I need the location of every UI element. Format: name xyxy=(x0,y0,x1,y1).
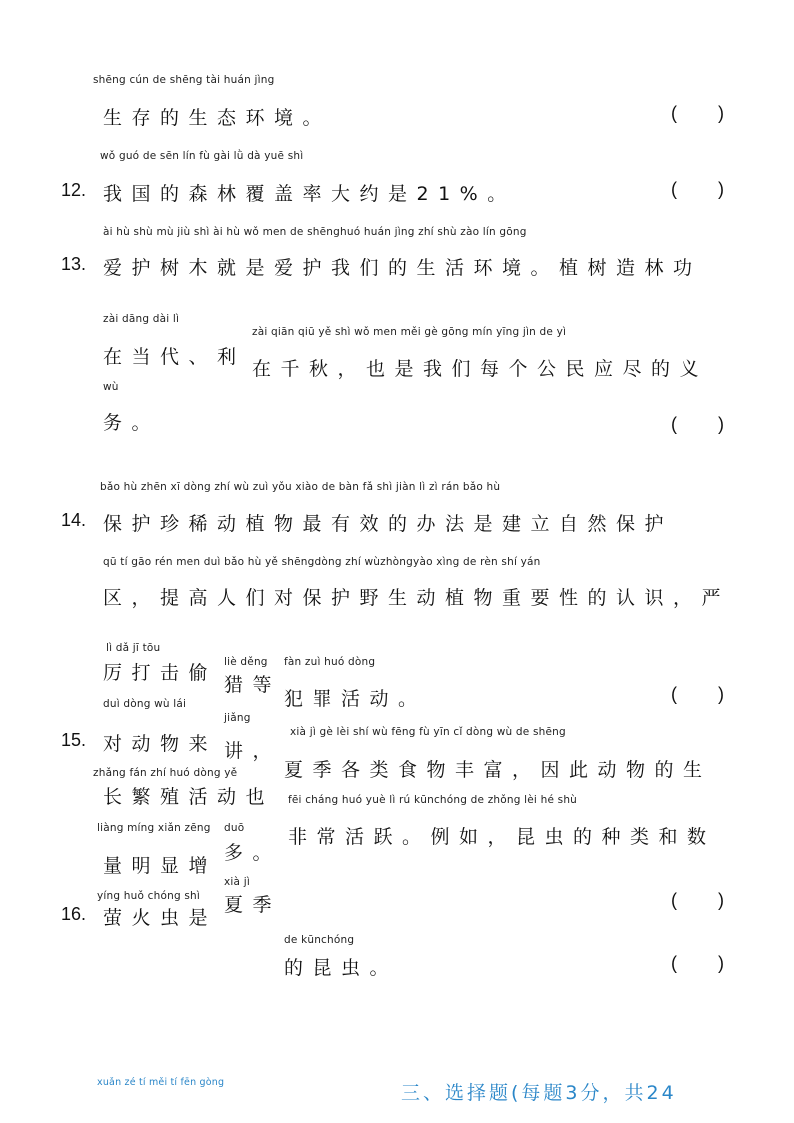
q13-text-line2a: 在当代、利 xyxy=(103,346,246,368)
q14-pinyin-line3a: lì dǎ jī tōu xyxy=(106,642,161,654)
q15-pinyin-line2b: fēi cháng huó yuè lì rú kūnchóng de zhǒng lèi hé shù xyxy=(288,794,578,806)
q15-pinyin-line1b: jiǎng xyxy=(224,712,251,724)
q13-pinyin-line3: wù xyxy=(103,381,119,393)
q15-pinyin-line1a: duì dòng wù lái xyxy=(103,698,187,710)
q15-text-line1b: 讲， xyxy=(224,740,282,762)
section3-pinyin: xuǎn zé tí měi tí fēn gòng xyxy=(97,1077,225,1088)
q16-text-line1a: 萤火虫是 xyxy=(103,907,218,929)
q13-pinyin-line2a: zài dāng dài lì xyxy=(103,313,180,325)
q15-text-line2b: 非常活跃。例如，昆虫的种类和数 xyxy=(288,826,716,848)
q14-pinyin-line3b: liè děng xyxy=(224,656,268,668)
q13-number: 13. xyxy=(61,254,87,274)
q13-pinyin-line2b: zài qiān qiū yě shì wǒ men měi gè gōng mín yīng jìn de yì xyxy=(252,326,567,338)
q16-text-line1b: 夏季 xyxy=(224,894,282,916)
q14-text-line3b: 猎等 xyxy=(224,674,282,696)
section3-title: 三、选择题(每题3分，共24 xyxy=(401,1082,677,1104)
q14-text-line1: 保护珍稀动植物最有效的办法是建立自然保护 xyxy=(103,513,674,535)
q13-text-line2b: 在千秋，也是我们每个公民应尽的义 xyxy=(252,358,709,380)
q11-pinyin: shēng cún de shēng tài huán jìng xyxy=(93,74,275,86)
q13-text-line3: 务。 xyxy=(103,412,161,434)
q16-answer-blank-2[interactable]: ( ) xyxy=(671,953,724,973)
q12-answer-blank[interactable]: ( ) xyxy=(671,179,724,199)
q15-pinyin-line1c: xià jì gè lèi shí wù fēng fù yīn cǐ dòng wù de shēng xyxy=(290,726,566,738)
q13-pinyin-line1: ài hù shù mù jiù shì ài hù wǒ men de shēnghuó huán jìng zhí shù zào lín gōng xyxy=(103,226,527,238)
q14-pinyin-line3c: fàn zuì huó dòng xyxy=(284,656,376,668)
q14-pinyin-line1: bǎo hù zhēn xī dòng zhí wù zuì yǒu xiào de bàn fǎ shì jiàn lì zì rán bǎo hù xyxy=(100,481,501,493)
q16-text-line2: 的昆虫。 xyxy=(284,957,399,979)
q14-text-line3a: 厉打击偷 xyxy=(103,662,218,684)
q15-number: 15. xyxy=(61,730,87,750)
q15-text-line1c: 夏季各类食物丰富，因此动物的生 xyxy=(284,759,712,781)
q15-pinyin-line2a: zhǎng fán zhí huó dòng yě xyxy=(93,767,238,779)
q15-text-line3b: 多。 xyxy=(224,842,282,864)
q12-pinyin: wǒ guó de sēn lín fù gài lǜ dà yuē shì xyxy=(100,150,304,162)
q14-text-line2: 区，提高人们对保护野生动植物重要性的认识，严 xyxy=(103,587,731,609)
q16-pinyin-line1a: yíng huǒ chóng shì xyxy=(97,890,201,902)
q11-answer-blank[interactable]: ( ) xyxy=(671,103,724,123)
q14-text-line3c: 犯罪活动。 xyxy=(284,688,427,710)
q15-pinyin-line3a: liàng míng xiǎn zēng xyxy=(97,822,211,834)
q15-text-line3a: 量明显增 xyxy=(103,855,218,877)
q16-pinyin-line2: de kūnchóng xyxy=(284,934,355,946)
q15-text-line1a: 对动物来 xyxy=(103,733,218,755)
q16-answer-blank-1[interactable]: ( ) xyxy=(671,890,724,910)
q16-number: 16. xyxy=(61,904,87,924)
q14-number: 14. xyxy=(61,510,87,530)
q15-pinyin-line3b: duō xyxy=(224,822,245,834)
q12-text: 我国的森林覆盖率大约是21%。 xyxy=(103,183,516,205)
q13-answer-blank[interactable]: ( ) xyxy=(671,414,724,434)
q15-text-line2a: 长繁殖活动也 xyxy=(103,786,275,808)
q13-text-line1: 爱护树木就是爱护我们的生活环境。植树造林功 xyxy=(103,257,702,279)
q11-text: 生存的生态环境。 xyxy=(103,107,332,129)
q16-pinyin-line1b: xià jì xyxy=(224,876,250,888)
q14-pinyin-line2: qū tí gāo rén men duì bǎo hù yě shēngdòng zhí wùzhòngyào xìng de rèn shí yán xyxy=(103,556,541,568)
q14-answer-blank[interactable]: ( ) xyxy=(671,684,724,704)
q12-number: 12. xyxy=(61,180,87,200)
